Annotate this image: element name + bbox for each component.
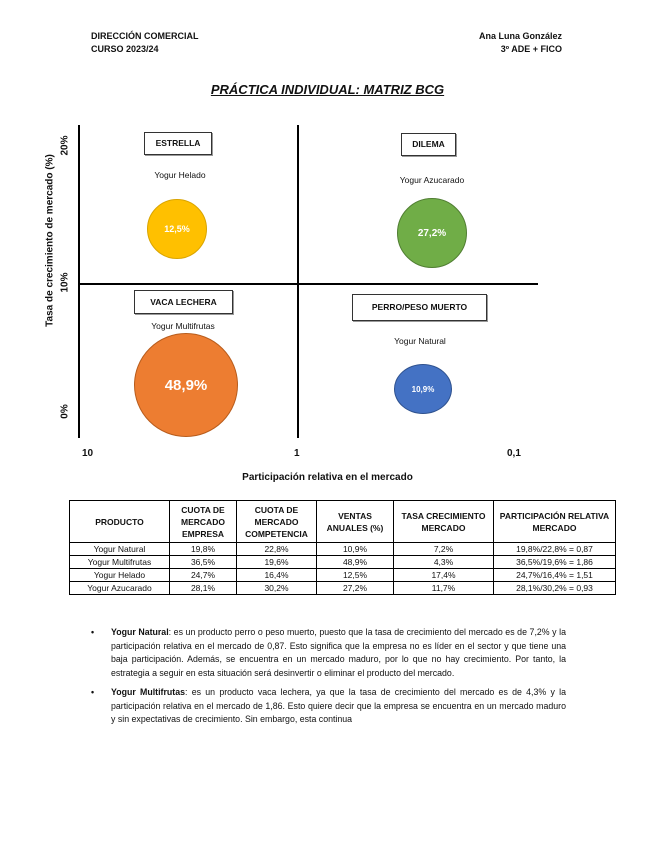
cell: 24,7%/16,4% = 1,51 — [494, 569, 616, 582]
y-axis-line — [78, 125, 80, 438]
bullet-icon: • — [91, 627, 95, 637]
horizontal-divider — [78, 283, 538, 285]
col-tasa: TASA CRECIMIENTO MERCADO — [394, 501, 494, 543]
cell: 10,9% — [317, 543, 394, 556]
cell: 16,4% — [237, 569, 317, 582]
quadrant-perro: PERRO/PESO MUERTO — [352, 294, 487, 321]
vertical-divider — [297, 125, 299, 438]
product-name-multifrutas: Yogur Multifrutas — [151, 321, 215, 331]
bullet-term: Yogur Multifrutas — [111, 687, 185, 697]
x-tick-01: 0,1 — [507, 448, 521, 459]
table-row — [70, 569, 616, 582]
cell: Yogur Natural — [70, 543, 170, 556]
cell: 7,2% — [394, 543, 494, 556]
quadrant-estrella: ESTRELLA — [144, 132, 212, 155]
author-name: Ana Luna González — [478, 31, 562, 41]
cell: 19,6% — [237, 556, 317, 569]
product-name-natural: Yogur Natural — [394, 336, 446, 346]
cell: 12,5% — [317, 569, 394, 582]
col-participacion: PARTICIPACIÓN RELATIVA MERCADO — [494, 501, 616, 543]
cell: 36,5% — [170, 556, 237, 569]
col-cuota-competencia: CUOTA DE MERCADO COMPETENCIA — [237, 501, 317, 543]
cell: 19,8% — [170, 543, 237, 556]
table-row — [70, 543, 616, 556]
analysis-list — [91, 626, 566, 733]
y-tick-0: 0% — [59, 404, 71, 419]
product-table — [69, 500, 616, 595]
bullet-term: Yogur Natural — [111, 627, 169, 637]
y-tick-10: 10% — [59, 272, 71, 293]
header-left — [91, 30, 199, 56]
product-name-helado: Yogur Helado — [154, 170, 206, 180]
table-header-row — [70, 501, 616, 543]
bubble-natural: 10,9% — [394, 364, 452, 414]
bullet-text: : es un producto vaca lechera, ya que la tasa de crecimiento del mercado es de 4,3% y la participación relativa en el mercado de 1,86. Esto quiere decir que la empresa se encuentra en un mercado maduro y sin expectativas de crecimiento. Sin embargo, esta continua — [111, 687, 566, 724]
x-tick-10: 10 — [82, 448, 94, 459]
cell: Yogur Multifrutas — [70, 556, 170, 569]
course-name: DIRECCIÓN COMERCIAL — [91, 31, 199, 41]
table-row — [70, 582, 616, 595]
cell: 17,4% — [394, 569, 494, 582]
cell: 48,9% — [317, 556, 394, 569]
list-item — [91, 626, 566, 680]
page-title: PRÁCTICA INDIVIDUAL: MATRIZ BCG — [210, 82, 445, 97]
cell: Yogur Azucarado — [70, 582, 170, 595]
product-name-azucarado: Yogur Azucarado — [399, 175, 465, 185]
cell: 24,7% — [170, 569, 237, 582]
cell: 11,7% — [394, 582, 494, 595]
cell: 27,2% — [317, 582, 394, 595]
header-right — [479, 30, 562, 56]
bubble-helado: 12,5% — [147, 199, 207, 259]
y-axis-label: Tasa de crecimiento de mercado (%) — [44, 154, 56, 327]
col-ventas: VENTAS ANUALES (%) — [317, 501, 394, 543]
cell: 28,1% — [170, 582, 237, 595]
quadrant-dilema: DILEMA — [401, 133, 456, 156]
col-producto: PRODUCTO — [70, 501, 170, 543]
table-row — [70, 556, 616, 569]
cell: 28,1%/30,2% = 0,93 — [494, 582, 616, 595]
quadrant-vaca-lechera: VACA LECHERA — [134, 290, 233, 314]
x-axis-label: Participación relativa en el mercado — [242, 472, 413, 483]
col-cuota-empresa: CUOTA DE MERCADO EMPRESA — [170, 501, 237, 543]
bubble-azucarado: 27,2% — [397, 198, 467, 268]
x-tick-1: 1 — [294, 448, 300, 459]
author-degree: 3º ADE + FICO — [500, 44, 562, 54]
cell: 36,5%/19,6% = 1,86 — [494, 556, 616, 569]
bubble-multifrutas: 48,9% — [134, 333, 238, 437]
bullet-icon: • — [91, 687, 95, 697]
bullet-text: : es un producto perro o peso muerto, puesto que la tasa de crecimiento del mercado es de 7,2% y la participación relativa en el mercado de 0,87. Esto significa que la empresa no es líder en el sector y que tiene una baja participación. Además, se encuentra en un mercado maduro, por lo que no hay crecimiento. Por tanto, la estrategia a seguir en esta situación será desinvertir o eliminar el producto del mercado. — [111, 627, 567, 678]
cell: Yogur Helado — [70, 569, 170, 582]
list-item — [91, 686, 566, 727]
cell: 30,2% — [237, 582, 317, 595]
course-year: CURSO 2023/24 — [91, 44, 159, 54]
cell: 22,8% — [237, 543, 317, 556]
cell: 4,3% — [394, 556, 494, 569]
cell: 19,8%/22,8% = 0,87 — [494, 543, 616, 556]
y-tick-20: 20% — [59, 135, 71, 156]
